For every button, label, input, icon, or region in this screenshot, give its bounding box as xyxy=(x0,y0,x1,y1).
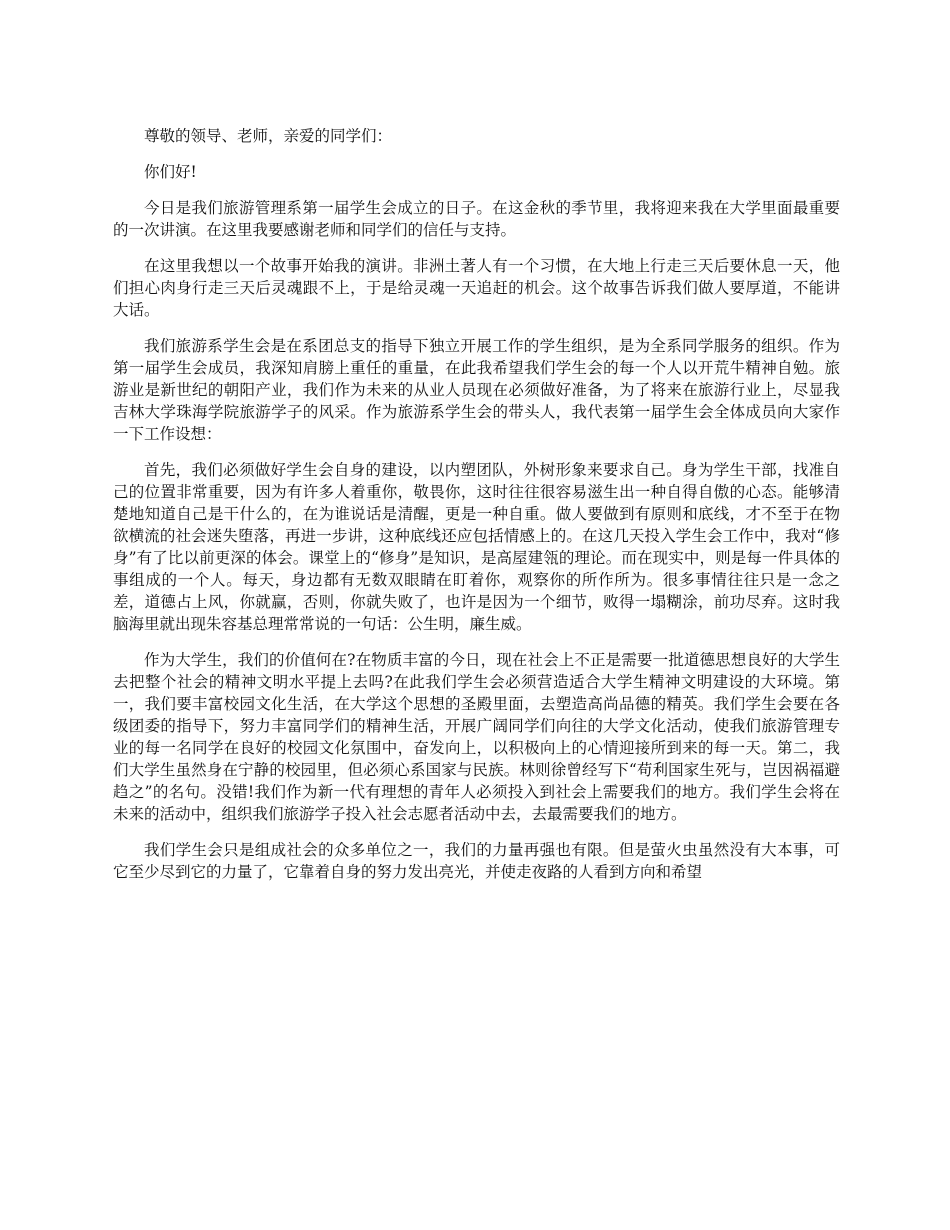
greeting: 你们好! xyxy=(144,163,197,181)
paragraph-value: 作为大学生，我们的价值何在?在物质丰富的今日，现在社会上不正是需要一批道德思想良好的大学生去把整个社会的精神文明水平提上去吗?在此我们学生会必须营造适合大学生精神文明建设的大环境。第一，我们要丰富校园文化生活，在大学这个思想的圣殿里面，去塑造高尚品德的精英。我们学生会要在各级团委的指导下，努力丰富同学们的精神生活，开展广阔同学们向往的大学文化活动，使我们旅游管理专业的每一名同学在良好的校园文化氛围中，奋发向上，以积极向上的心情迎接所到来的每一天。第二，我们大学生虽然身在宁静的校园里，但必须心系国家与民族。林则徐曾经写下“苟利国家生死与，岂因祸福避趋之”的名句。没错!我们作为新一代有理想的青年人必须投入到社会上需要我们的地方。我们学生会将在未来的活动中，组织我们旅游学子投入社会志愿者活动中去，去最需要我们的地方。 xyxy=(113,651,840,823)
paragraph-closing: 我们学生会只是组成社会的众多单位之一，我们的力量再强也有限。但是萤火虫虽然没有大本事，可它至少尽到它的力量了，它靠着自身的努力发出亮光，并使走夜路的人看到方向和希望 xyxy=(113,841,840,881)
paragraph-first: 首先，我们必须做好学生会自身的建设，以内塑团队，外树形象来要求自己。身为学生干部，找准自己的位置非常重要，因为有许多人着重你，敬畏你，这时往往很容易滋生出一种自得自傲的心态。能够清楚地知道自己是干什么的，在为谁说话是清醒，更是一种自重。做人要做到有原则和底线，才不至于在物欲横流的社会迷失堕落，再进一步讲，这种底线还应包括情感上的。在这几天投入学生会工作中，我对“修身”有了比以前更深的体会。课堂上的“修身”是知识，是高屋建瓴的理论。而在现实中，则是每一件具体的事组成的一个人。每天，身边都有无数双眼睛在盯着你，观察你的所作所为。很多事情往往只是一念之差，道德占上风，你就赢，否则，你就失败了，也许是因为一个细节，败得一塌糊涂，前功尽弃。这时我脑海里就出现朱容基总理常常说的一句话：公生明，廉生威。 xyxy=(113,461,840,633)
salutation: 尊敬的领导、老师，亲爱的同学们： xyxy=(144,127,393,145)
paragraph-intro: 今日是我们旅游管理系第一届学生会成立的日子。在这金秋的季节里，我将迎来我在大学里面最重要的一次讲演。在这里我要感谢老师和同学们的信任与支持。 xyxy=(113,199,840,239)
paragraph-student-union: 我们旅游系学生会是在系团总支的指导下独立开展工作的学生组织，是为全系同学服务的组织。作为第一届学生会成员，我深知肩膀上重任的重量，在此我希望我们学生会的每一个人以开荒牛精神自勉。旅游业是新世纪的朝阳产业，我们作为未来的从业人员现在必须做好准备，为了将来在旅游行业上，尽显我吉林大学珠海学院旅游学子的风采。作为旅游系学生会的带头人，我代表第一届学生会全体成员向大家作一下工作设想： xyxy=(113,337,840,443)
paragraph-story: 在这里我想以一个故事开始我的演讲。非洲土著人有一个习惯，在大地上行走三天后要休息一天，他们担心肉身行走三天后灵魂跟不上，于是给灵魂一天追赶的机会。这个故事告诉我们做人要厚道，不能讲大话。 xyxy=(113,257,840,319)
document-body xyxy=(113,125,840,897)
